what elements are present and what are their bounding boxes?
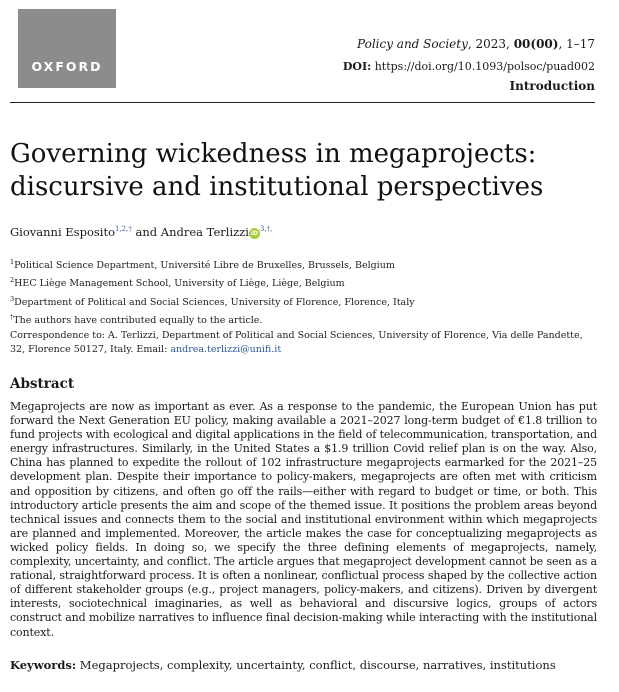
affiliation-mark: 3: [10, 294, 15, 303]
correspondence: [10, 329, 600, 358]
keywords-list: Megaprojects, complexity, uncertainty, conflict, discourse, narratives, institutions: [79, 658, 556, 672]
affiliation-text: Political Science Department, Université Libre de Bruxelles, Brussels, Belgium: [14, 260, 395, 272]
author-name: Andrea Terlizzi: [160, 225, 249, 239]
header-divider: [10, 102, 595, 103]
keywords: [10, 658, 600, 672]
journal-name: Policy and Society: [357, 37, 468, 51]
correspondence-text: Correspondence to: A. Terlizzi, Department of Political and Social Sciences, University of Florence, Via delle Pandette, 32, Florence 50127, Italy. Email:: [10, 329, 583, 356]
orcid-icon[interactable]: iD: [250, 230, 258, 237]
oxford-logo: [18, 9, 116, 88]
oxford-logo-text: OXFORD: [31, 59, 103, 74]
note-text: The authors have contributed equally to the article.: [13, 315, 263, 327]
contribution-note: [10, 310, 600, 328]
affiliations: [10, 255, 600, 357]
affiliation-line: [10, 292, 600, 310]
section-label: Introduction: [509, 79, 595, 93]
affiliation-mark: 1: [10, 258, 15, 266]
author-list: [10, 225, 272, 239]
article-title: Governing wickedness in megaprojects: discursive and institutional perspectives: [10, 139, 544, 202]
abstract-text: Megaprojects are now as important as ever. As a response to the pandemic, the European Union has put forward the Next Generation EU policy, making available a 2021–2027 long-term budget of €1.8 trillion to fund projects with ecological and digital applications in the field of telecommunication, transportation, and energy infrastructures. Similarly, in the United States a $1.9 trillion Covid relief plan is on the way. Also, China has planned to expedite the rollout of 102 infrastructure megaprojects earmarked for the 2021–25 development plan. Despite their importance to policy-makers, megaprojects are often met with criticism and opposition by citizens, and often go off the rails—either with regard to budget or time, or both. This introductory article presents the aim and scope of the themed issue. It positions the problem areas beyond technical issues and connects them to the social and institutional environment within which megaprojects are planned and implemented. Moreover, the article makes the case for conceptualizing megaprojects as wicked policy fields. In doing so, we specify the three defining elements of megaprojects, namely, complexity, uncertainty, and conflict. The article argues that megaproject development cannot be seen as a rational, straightforward process. It is often a nonlinear, conflictual process shaped by the collective action of different stakeholder groups (e.g., project managers, policy-makers, and citizens). Driven by divergent interests, sociotechnical imaginaries, as well as behavioral and discursive logics, groups of actors construct and mobilize narratives to influence final decision-making while interacting with the institutional context.: [10, 400, 597, 639]
keywords-label: Keywords:: [10, 658, 77, 672]
author-affiliation-marks[interactable]: 1,2,†: [115, 225, 132, 234]
journal-pages: , 1–17: [558, 37, 595, 51]
affiliation-text: Department of Political and Social Sciences, University of Florence, Florence, Italy: [14, 297, 415, 309]
affiliation-line: [10, 273, 600, 291]
doi-line: [343, 60, 595, 73]
doi-link[interactable]: https://doi.org/10.1093/polsoc/puad002: [374, 60, 595, 73]
journal-citation: [357, 37, 595, 51]
author-affiliation-marks[interactable]: 3,†,: [259, 225, 273, 234]
email-link[interactable]: andrea.terlizzi@unifi.it: [170, 344, 282, 356]
affiliation-text: HEC Liège Management School, University of Liège, Liège, Belgium: [14, 278, 345, 290]
author-separator: and: [135, 225, 158, 239]
journal-volume: 00(00): [513, 37, 559, 51]
affiliation-line: [10, 255, 600, 273]
author-name: Giovanni Esposito: [10, 225, 115, 239]
affiliation-mark: 2: [10, 276, 15, 285]
abstract-heading: Abstract: [10, 376, 75, 392]
doi-label: DOI:: [342, 60, 372, 73]
journal-year: , 2023,: [467, 37, 514, 51]
note-mark: †: [10, 313, 14, 322]
